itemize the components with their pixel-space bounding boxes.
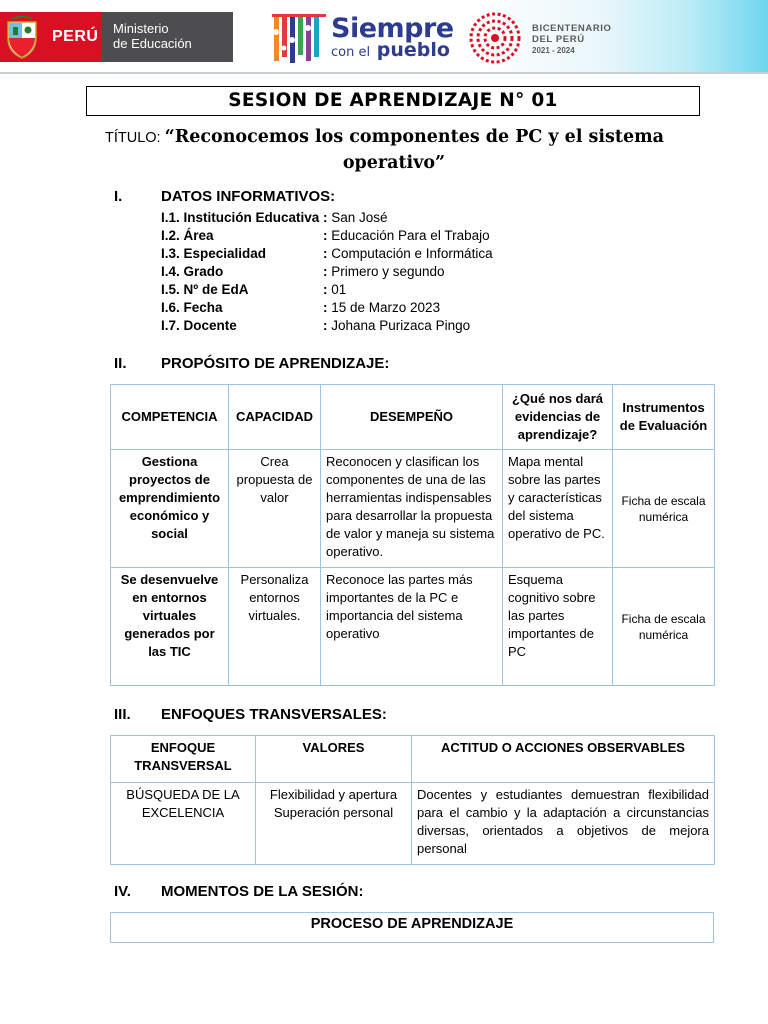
column-header: PROCESO DE APRENDIZAJE bbox=[111, 913, 714, 943]
section-number: IV. bbox=[114, 883, 131, 900]
info-value: : 01 bbox=[323, 282, 347, 297]
ministry-logo bbox=[102, 12, 233, 62]
info-value: : 15 de Marzo 2023 bbox=[323, 300, 441, 315]
approach-table bbox=[110, 735, 715, 865]
column-header: CAPACIDAD bbox=[229, 385, 321, 450]
info-key: I.4. Grado bbox=[161, 264, 224, 279]
ministry-name-line1: Ministerio bbox=[113, 21, 169, 36]
cell-desempeno: Reconocen y clasifican los componentes de una de las herramientas indispensables para desarrollar la propuesta de valor y maneja su sistema operativo. bbox=[321, 450, 503, 568]
cell-instrumento: Ficha de escala numérica bbox=[613, 450, 715, 568]
value-item: Superación personal bbox=[273, 805, 394, 820]
peru-coat-of-arms-icon bbox=[4, 14, 40, 60]
cell-evidencia: Esquema cognitivo sobre las partes importantes de PC bbox=[503, 568, 613, 686]
info-value: : Primero y segundo bbox=[323, 264, 445, 279]
table-header-row bbox=[111, 385, 715, 450]
slogan-line1: Siempre bbox=[331, 13, 454, 44]
column-header: COMPETENCIA bbox=[111, 385, 229, 450]
title-line1: “Reconocemos los componentes de PC y el sistema bbox=[164, 127, 664, 147]
cell-capacidad: Crea propuesta de valor bbox=[229, 450, 321, 568]
column-header: DESEMPEÑO bbox=[321, 385, 503, 450]
info-value: : Computación e Informática bbox=[323, 246, 493, 261]
section-number: II. bbox=[114, 355, 127, 372]
purpose-table bbox=[110, 384, 715, 686]
cell-actitud: Docentes y estudiantes demuestran flexibilidad para el cambio y la adaptación a circunstancias diversas, orientados a objetivos de mejora personal bbox=[412, 783, 715, 865]
info-key: I.7. Docente bbox=[161, 318, 237, 333]
slogan-line2 bbox=[331, 39, 450, 61]
bicentenary-logo-icon bbox=[466, 10, 524, 66]
column-header: ACTITUD O ACCIONES OBSERVABLES bbox=[412, 736, 715, 783]
table-row bbox=[111, 783, 715, 865]
info-value: : Educación Para el Trabajo bbox=[323, 228, 490, 243]
section-title-datos: DATOS INFORMATIVOS: bbox=[161, 188, 336, 205]
cell-competencia: Gestiona proyectos de emprendimiento económico y social bbox=[111, 450, 229, 568]
slogan-big: pueblo bbox=[376, 39, 450, 61]
title-label: TÍTULO: bbox=[105, 130, 161, 146]
table-row bbox=[111, 568, 715, 686]
info-key: I.5. Nº de EdA bbox=[161, 282, 249, 297]
table-row bbox=[111, 450, 715, 568]
cell-enfoque: BÚSQUEDA DE LA EXCELENCIA bbox=[111, 783, 256, 865]
header-divider bbox=[0, 72, 768, 74]
process-table bbox=[110, 912, 714, 943]
section-title-proposito: PROPÓSITO DE APRENDIZAJE: bbox=[161, 355, 390, 372]
title-line2: operativo” bbox=[342, 153, 446, 173]
info-key: I.1. Institución Educativa bbox=[161, 210, 320, 225]
section-title-momentos: MOMENTOS DE LA SESIÓN: bbox=[161, 883, 364, 900]
section-number: III. bbox=[114, 706, 131, 723]
value-item: Flexibilidad y apertura bbox=[269, 787, 398, 802]
cell-capacidad: Personaliza entornos virtuales. bbox=[229, 568, 321, 686]
cell-competencia: Se desenvuelve en entornos virtuales generados por las TIC bbox=[111, 568, 229, 686]
session-title: SESION DE APRENDIZAJE N° 01 bbox=[228, 90, 558, 111]
info-key: I.3. Especialidad bbox=[161, 246, 267, 261]
column-header: VALORES bbox=[256, 736, 412, 783]
table-header-row bbox=[111, 736, 715, 783]
table-header-row bbox=[111, 913, 714, 943]
column-header: Instrumentos de Evaluación bbox=[613, 385, 715, 450]
session-title-box bbox=[86, 86, 700, 116]
column-header: ENFOQUE TRANSVERSAL bbox=[111, 736, 256, 783]
info-value: : San José bbox=[323, 210, 388, 225]
section-number: I. bbox=[114, 188, 123, 205]
section-title-enfoques: ENFOQUES TRANSVERSALES: bbox=[161, 706, 387, 723]
peru-label: PERÚ bbox=[52, 28, 99, 45]
cell-valores bbox=[256, 783, 412, 865]
siempre-con-el-pueblo-icon bbox=[270, 10, 330, 66]
bicentenary-years: 2021 - 2024 bbox=[532, 46, 575, 55]
column-header: ¿Qué nos dará evidencias de aprendizaje? bbox=[503, 385, 613, 450]
bicentenary-line1: BICENTENARIO bbox=[532, 23, 612, 34]
document-title bbox=[105, 127, 705, 147]
cell-instrumento: Ficha de escala numérica bbox=[613, 568, 715, 686]
info-value: : Johana Purizaca Pingo bbox=[323, 318, 471, 333]
slogan-small: con el bbox=[331, 45, 371, 60]
ministry-name-line2: de Educación bbox=[113, 36, 192, 51]
info-key: I.2. Área bbox=[161, 228, 214, 243]
cell-evidencia: Mapa mental sobre las partes y características del sistema operativo de PC. bbox=[503, 450, 613, 568]
info-key: I.6. Fecha bbox=[161, 300, 223, 315]
cell-desempeno: Reconoce las partes más importantes de la PC e importancia del sistema operativo bbox=[321, 568, 503, 686]
bicentenary-line2: DEL PERÚ bbox=[532, 34, 585, 45]
